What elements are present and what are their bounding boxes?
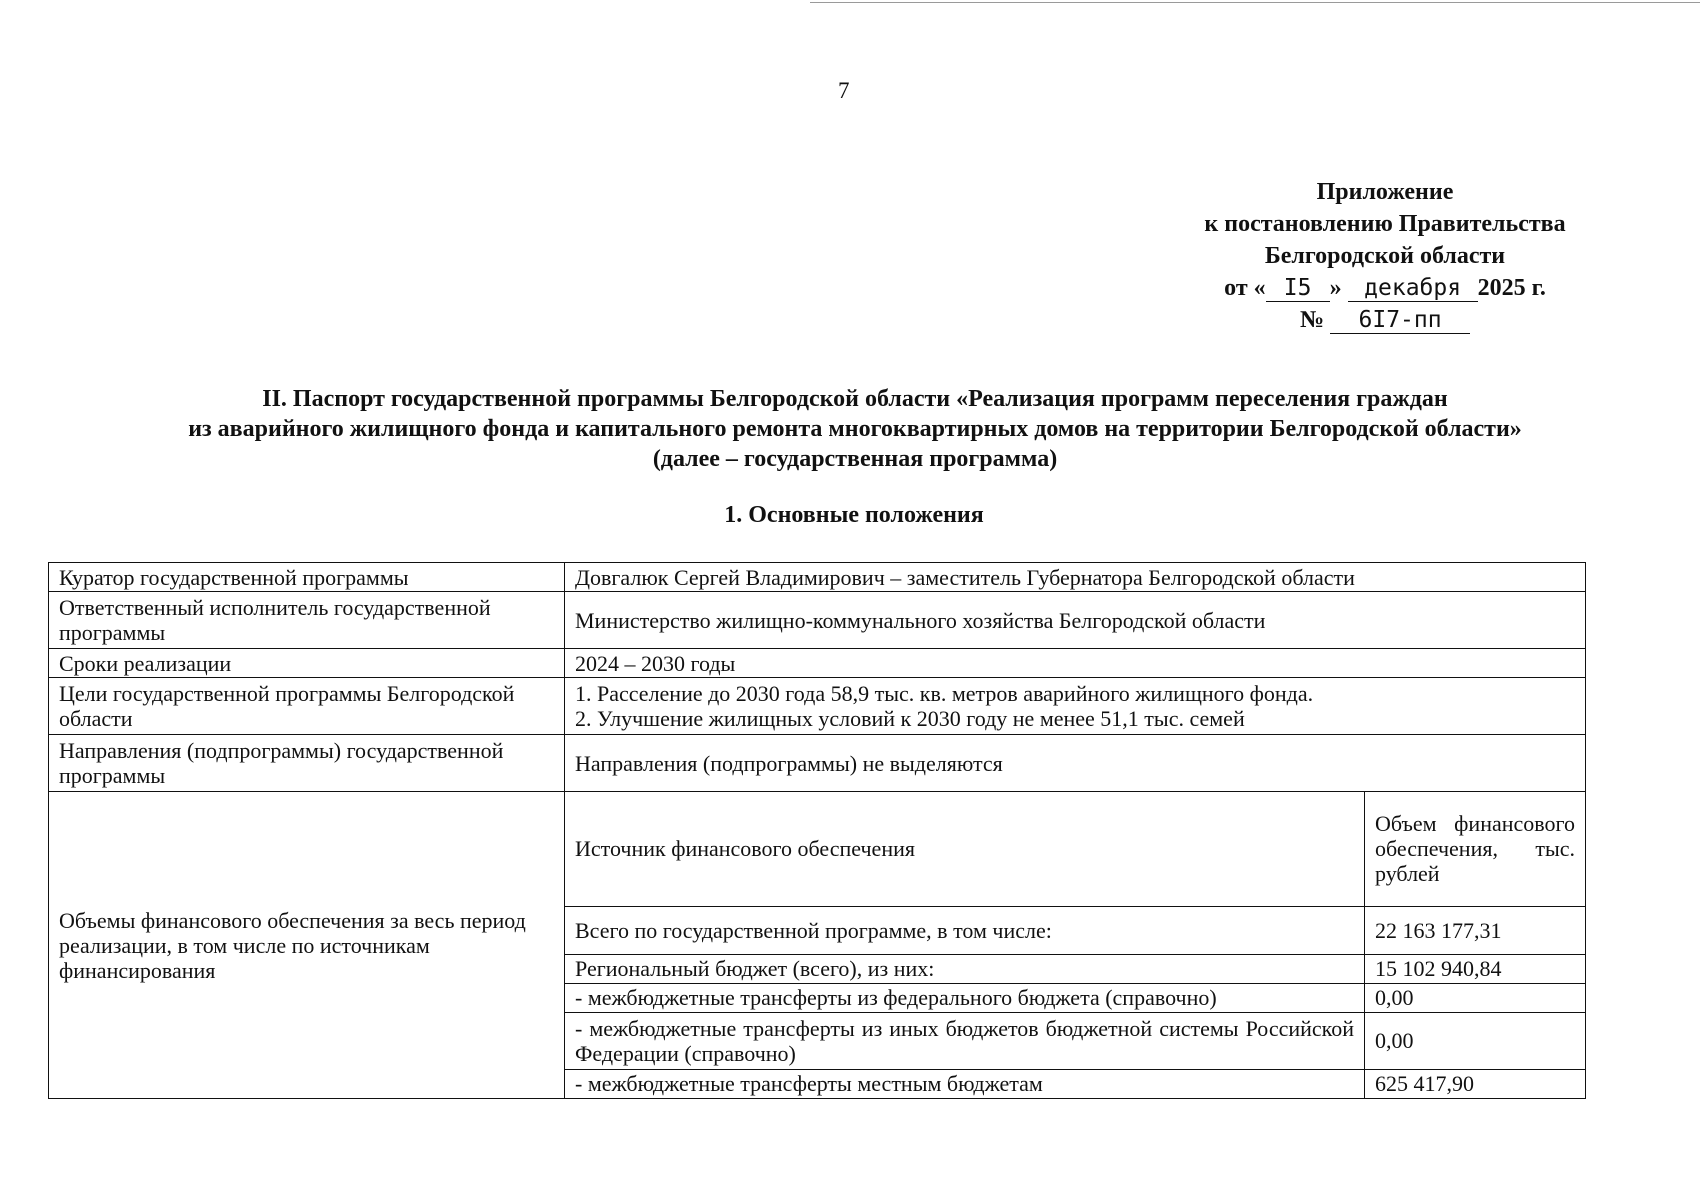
- funding-label: Объемы финансового обеспечения за весь период реализации, в том числе по источникам финансирования: [49, 792, 565, 1099]
- title-line-2: из аварийного жилищного фонда и капитального ремонта многоквартирных домов на территории Белгородской области»: [188, 416, 1522, 442]
- page-number: 7: [838, 78, 850, 103]
- funding-row: [565, 1012, 1585, 1069]
- funding-row: [565, 1069, 1585, 1098]
- funding-amount: 625 417,90: [1365, 1069, 1586, 1098]
- passport-table: [48, 562, 1586, 1099]
- goal-item: 2. Улучшение жилищных условий к 2030 году не менее 51,1 тыс. семей: [575, 706, 1245, 731]
- title-line-3: (далее – государственная программа): [652, 446, 1058, 472]
- table-row: [49, 735, 1586, 792]
- row-label: Цели государственной программы Белгородской области: [49, 678, 565, 735]
- funding-source: - межбюджетные трансферты местным бюджетам: [565, 1069, 1365, 1098]
- funding-row: [565, 906, 1585, 954]
- date-mid: »: [1329, 275, 1342, 301]
- appendix-date: [1160, 272, 1610, 304]
- funding-amount: 0,00: [1365, 983, 1586, 1012]
- date-month: декабря: [1348, 275, 1478, 302]
- funding-cell: [565, 792, 1586, 1099]
- funding-row: [565, 954, 1585, 983]
- appendix-number: [1160, 304, 1610, 336]
- funding-header-volume: Объем финансового обеспечения, тыс. рублей: [1365, 792, 1586, 906]
- funding-source: Всего по государственной программе, в том числе:: [565, 906, 1365, 954]
- row-value: 2024 – 2030 годы: [565, 649, 1586, 678]
- funding-source: - межбюджетные трансферты из иных бюджетов бюджетной системы Российской Федерации (справочно): [565, 1012, 1365, 1069]
- table-row: [49, 649, 1586, 678]
- date-prefix: от «: [1224, 275, 1266, 301]
- row-label: Ответственный исполнитель государственной программы: [49, 592, 565, 649]
- funding-source: Региональный бюджет (всего), из них:: [565, 954, 1365, 983]
- title-line-1: II. Паспорт государственной программы Белгородской области «Реализация программ переселения граждан: [262, 386, 1448, 412]
- table-row-funding: [49, 792, 1586, 1099]
- funding-amount: 22 163 177,31: [1365, 906, 1586, 954]
- funding-header-source: Источник финансового обеспечения: [565, 792, 1365, 906]
- appendix-line-2: к постановлению Правительства: [1204, 211, 1566, 237]
- row-label: Направления (подпрограммы) государственной программы: [49, 735, 565, 792]
- document-title: [40, 384, 1670, 474]
- appendix-block: [1160, 176, 1610, 336]
- appendix-line-3: Белгородской области: [1264, 243, 1506, 269]
- row-label: Куратор государственной программы: [49, 563, 565, 592]
- appendix-line-1: Приложение: [1316, 179, 1454, 205]
- row-value: Министерство жилищно-коммунального хозяйства Белгородской области: [565, 592, 1586, 649]
- date-year: 2025 г.: [1477, 275, 1546, 301]
- row-value-goals: [565, 678, 1586, 735]
- number-prefix: №: [1299, 307, 1325, 333]
- scan-edge-line: [810, 2, 1700, 3]
- row-label: Сроки реализации: [49, 649, 565, 678]
- goal-item: 1. Расселение до 2030 года 58,9 тыс. кв. метров аварийного жилищного фонда.: [575, 681, 1314, 706]
- funding-source: - межбюджетные трансферты из федерального бюджета (справочно): [565, 983, 1365, 1012]
- row-value: Направления (подпрограммы) не выделяются: [565, 735, 1586, 792]
- document-number: 6I7-пп: [1330, 307, 1470, 334]
- funding-table: [565, 792, 1585, 1098]
- table-row: [49, 563, 1586, 592]
- section-heading: 1. Основные положения: [724, 502, 984, 528]
- table-row: [49, 678, 1586, 735]
- funding-amount: 15 102 940,84: [1365, 954, 1586, 983]
- date-day: I5: [1266, 275, 1330, 302]
- funding-header-row: [565, 792, 1585, 906]
- funding-row: [565, 983, 1585, 1012]
- row-value: Довгалюк Сергей Владимирович – заместитель Губернатора Белгородской области: [565, 563, 1586, 592]
- funding-amount: 0,00: [1365, 1012, 1586, 1069]
- table-row: [49, 592, 1586, 649]
